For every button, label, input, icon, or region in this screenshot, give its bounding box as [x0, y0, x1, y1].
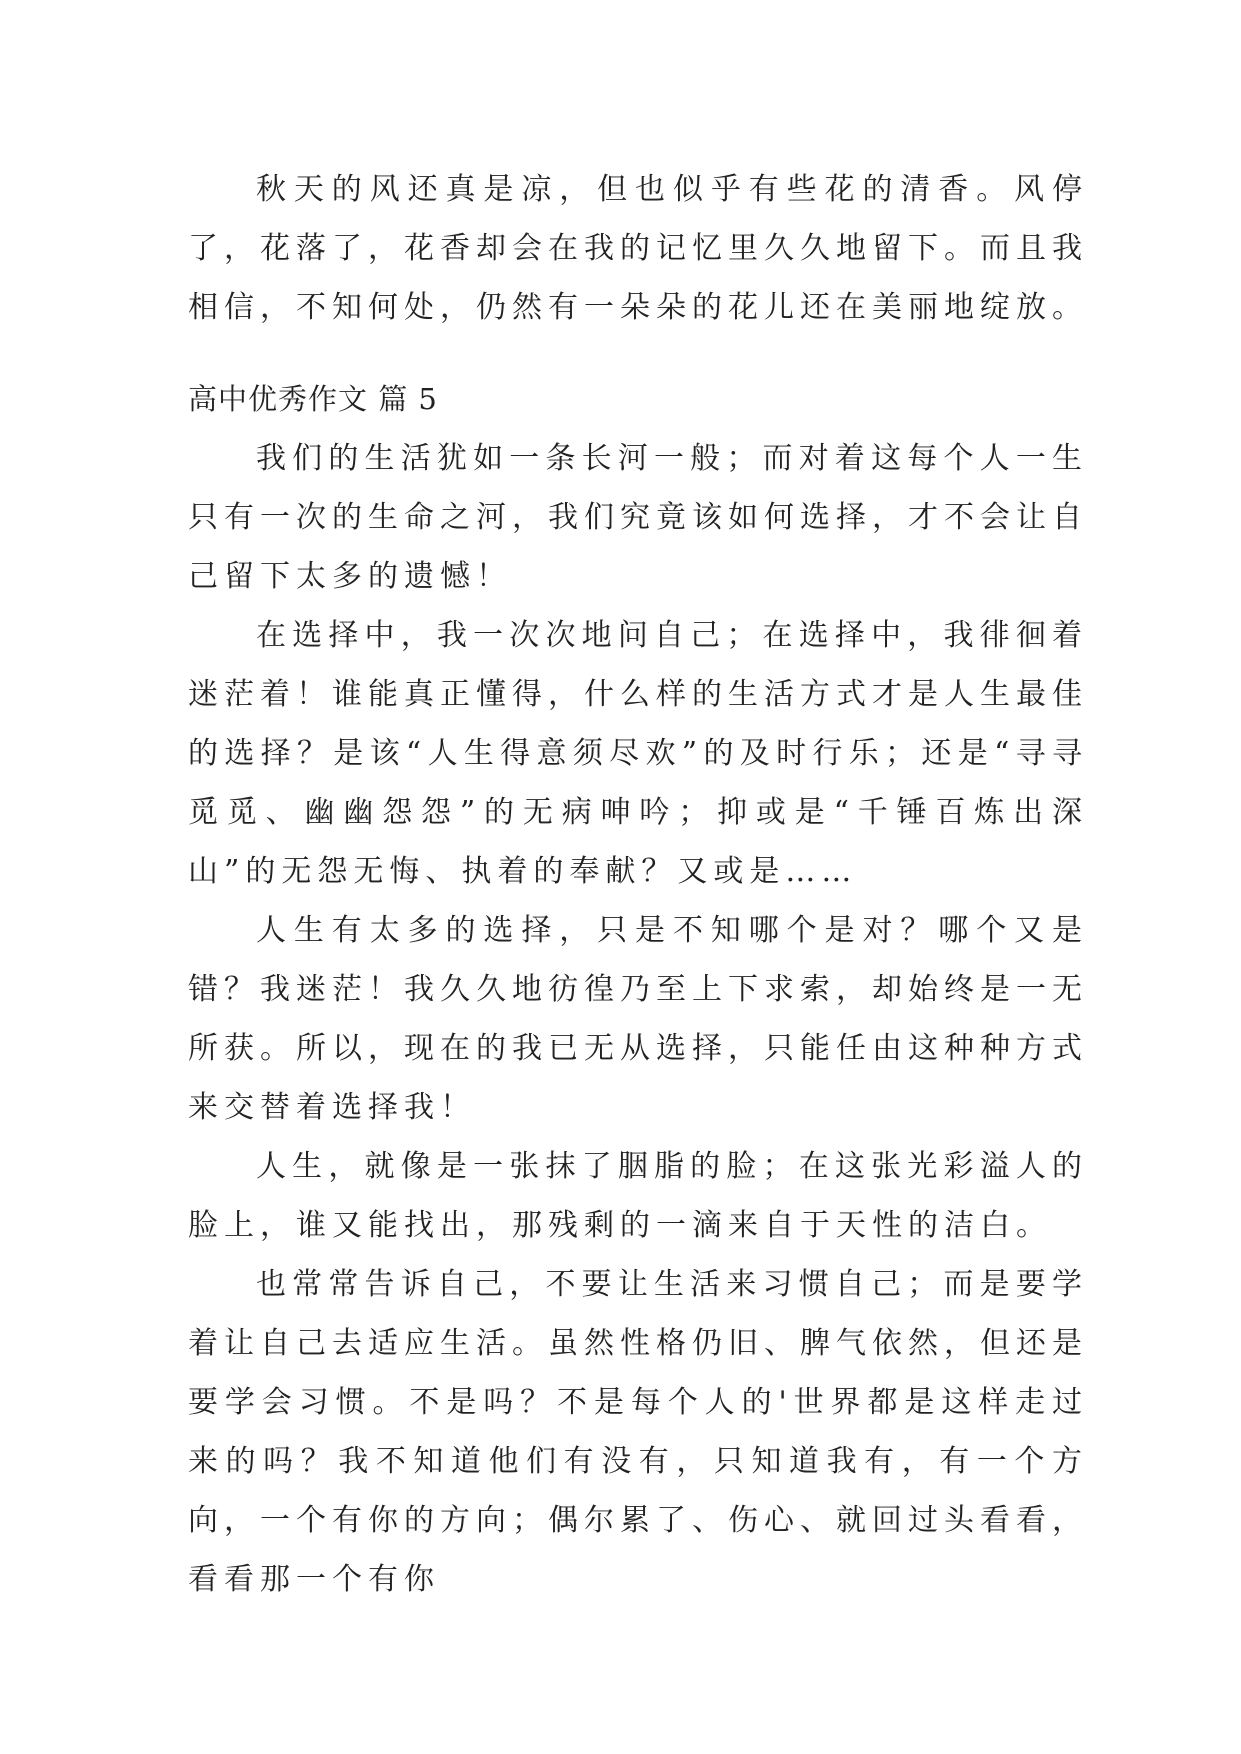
paragraph-adapt-to-life: 也常常告诉自己，不要让生活来习惯自己；而是要学着让自己去适应生活。虽然性格仍旧、脾气依然，但还是要学会习惯。不是吗？不是每个人的'世界都是这样走过来的吗？我不知道他们有没有，只知道我有，有一个方向，一个有你的方向；偶尔累了、伤心、就回过头看看，看看那一个有你 [188, 1267, 1088, 1597]
section-title: 高中优秀作文 篇 5 [188, 382, 438, 416]
paragraph-confusion: 人生有太多的选择，只是不知哪个是对？哪个又是错？我迷茫！我久久地彷徨乃至上下求索，却始终是一无所获。所以，现在的我已无从选择，只能任由这种种方式来交替着选择我！ [188, 913, 1088, 1125]
paragraph-autumn-wind: 秋天的风还真是凉，但也似乎有些花的清香。风停了，花落了，花香却会在我的记忆里久久地留下。而且我相信，不知何处，仍然有一朵朵的花儿还在美丽地绽放。 [188, 172, 1088, 325]
paragraph-choices: 在选择中，我一次次地问自己；在选择中，我徘徊着迷茫着！谁能真正懂得，什么样的生活方式才是人生最佳的选择？是该“人生得意须尽欢”的及时行乐；还是“寻寻觅觅、幽幽怨怨”的无病呻吟；抑或是“千锤百炼出深山”的无怨无悔、执着的奉献？又或是…… [188, 618, 1088, 889]
paragraph-rouged-face: 人生，就像是一张抹了胭脂的脸；在这张光彩溢人的脸上，谁又能找出，那残剩的一滴来自于天性的洁白。 [188, 1149, 1088, 1243]
document-body [188, 160, 1088, 1609]
paragraph-river-of-life: 我们的生活犹如一条长河一般；而对着这每个人一生只有一次的生命之河，我们究竟该如何选择，才不会让自己留下太多的遗憾！ [188, 441, 1088, 594]
